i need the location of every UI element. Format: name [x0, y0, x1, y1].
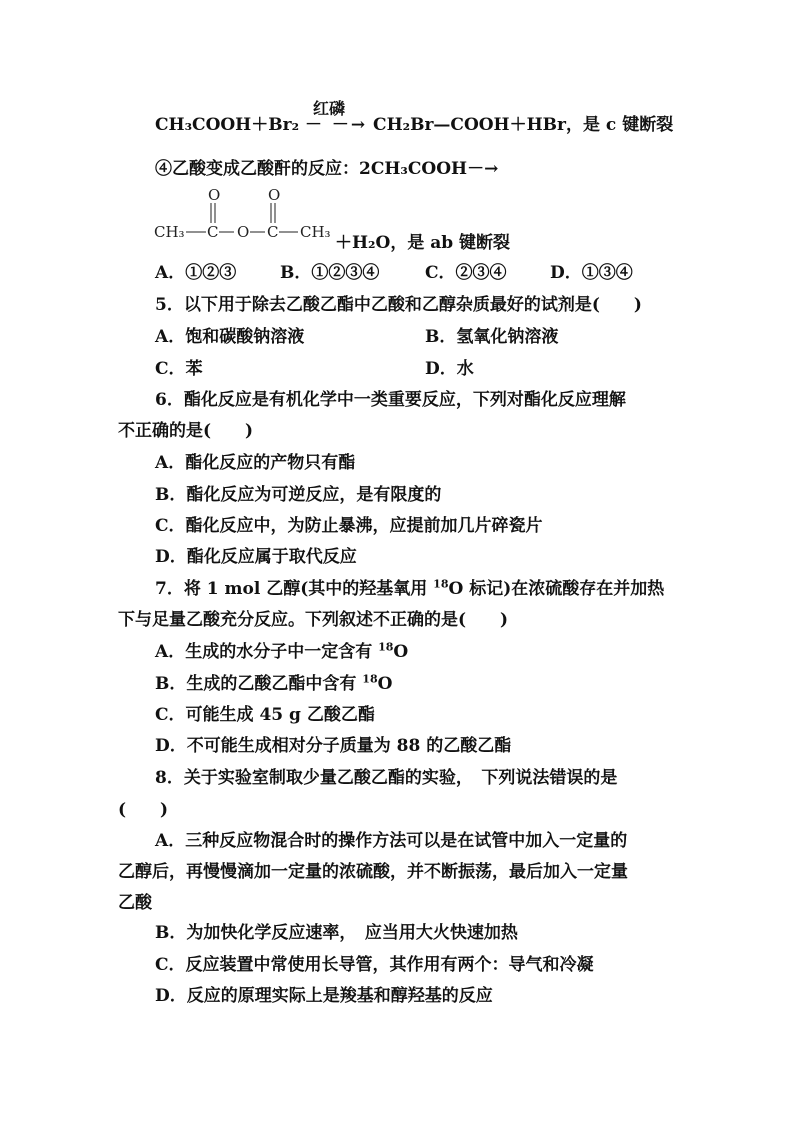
q7-stem-text-a: 7．将 1 mol 乙醇(其中的羟基氧用: [155, 579, 434, 599]
reaction4-intro: ④乙酸变成乙酸酐的反应：2CH₃COOH－→: [155, 159, 499, 179]
reaction3-right: CH₂Br—COOH＋HBr，是 c 键断裂: [373, 115, 674, 135]
q7-option-b-text: B．生成的乙酸乙酯中含有: [155, 674, 363, 694]
q8-option-c[interactable]: C．反应装置中常使用长导管，其作用有两个：导气和冷凝: [155, 955, 594, 975]
reaction4-tail: ＋H₂O，是 ab 键断裂: [335, 233, 511, 253]
q6-stem-line1: 6．酯化反应是有机化学中一类重要反应，下列对酯化反应理解: [155, 390, 626, 410]
q7-option-a[interactable]: [155, 637, 408, 662]
q4-option-d[interactable]: D．①③④: [550, 263, 633, 283]
q8-option-b[interactable]: B．为加快化学反应速率， 应当用大火快速加热: [155, 923, 518, 943]
q5-option-b[interactable]: B．氢氧化钠溶液: [425, 327, 559, 347]
q8-stem-line2: ( ): [118, 800, 169, 820]
q7-option-d[interactable]: D．不可能生成相对分子质量为 88 的乙酸乙酯: [155, 736, 512, 756]
bridge-oxygen: O: [237, 223, 250, 241]
q6-stem-line2: 不正确的是( ): [118, 421, 254, 441]
q5-option-d[interactable]: D．水: [425, 359, 474, 379]
q7-stem-line1: [155, 574, 664, 599]
q7-option-c[interactable]: C．可能生成 45 g 乙酸乙酯: [155, 705, 375, 725]
q7-option-a-o: O: [393, 642, 409, 662]
q6-option-c[interactable]: C．酯化反应中，为防止暴沸，应提前加几片碎瓷片: [155, 516, 543, 536]
q7-option-a-text: A．生成的水分子中一定含有: [155, 642, 379, 662]
catalyst-label: 红磷: [313, 99, 346, 118]
q6-option-d[interactable]: D．酯化反应属于取代反应: [155, 547, 357, 567]
q4-option-a[interactable]: A．①②③: [155, 263, 237, 283]
q7-option-b-o: O: [377, 674, 393, 694]
methyl-left: CH₃: [154, 223, 185, 241]
carbon-2: C: [267, 223, 279, 241]
reaction3-arrow: － －→: [304, 115, 368, 135]
q8-option-a-line2: 乙醇后，再慢慢滴加一定量的浓硫酸，并不断振荡，最后加入一定量: [118, 862, 628, 882]
q4-option-b[interactable]: B．①②③④: [280, 263, 380, 283]
q7-option-b[interactable]: [155, 669, 392, 694]
q5-option-c[interactable]: C．苯: [155, 359, 203, 379]
q6-option-a[interactable]: A．酯化反应的产物只有酯: [155, 453, 356, 473]
q7-option-b-sup: 18: [362, 672, 378, 686]
reaction3-line: [155, 110, 673, 135]
q7-stem-text-b: O 标记)在浓硫酸存在并加热: [448, 579, 665, 599]
carbon-1: C: [207, 223, 219, 241]
q8-option-a-line3: 乙酸: [118, 893, 152, 913]
q8-option-d[interactable]: D．反应的原理实际上是羧基和醇羟基的反应: [155, 986, 493, 1006]
carbonyl-oxygen-1: O: [208, 186, 221, 204]
carbonyl-oxygen-2: O: [268, 186, 281, 204]
q5-stem: 5．以下用于除去乙酸乙酯中乙酸和乙醇杂质最好的试剂是( ): [155, 295, 642, 315]
q5-option-a[interactable]: A．饱和碳酸钠溶液: [155, 327, 305, 347]
q7-stem-line2: 下与足量乙酸充分反应。下列叙述不正确的是( ): [118, 610, 509, 630]
q8-option-a-line1[interactable]: A．三种反应物混合时的操作方法可以是在试管中加入一定量的: [155, 831, 628, 851]
q7-option-a-sup: 18: [378, 640, 394, 654]
q4-option-c[interactable]: C．②③④: [425, 263, 507, 283]
reaction3-left: CH₃COOH＋Br₂: [155, 115, 300, 135]
methyl-right: CH₃: [300, 223, 331, 241]
acetic-anhydride-structure: [150, 183, 335, 243]
q8-stem-line1: 8．关于实验室制取少量乙酸乙酯的实验， 下列说法错误的是: [155, 768, 618, 788]
q7-isotope-sup: 18: [433, 577, 449, 591]
q6-option-b[interactable]: B．酯化反应为可逆反应，是有限度的: [155, 485, 442, 505]
